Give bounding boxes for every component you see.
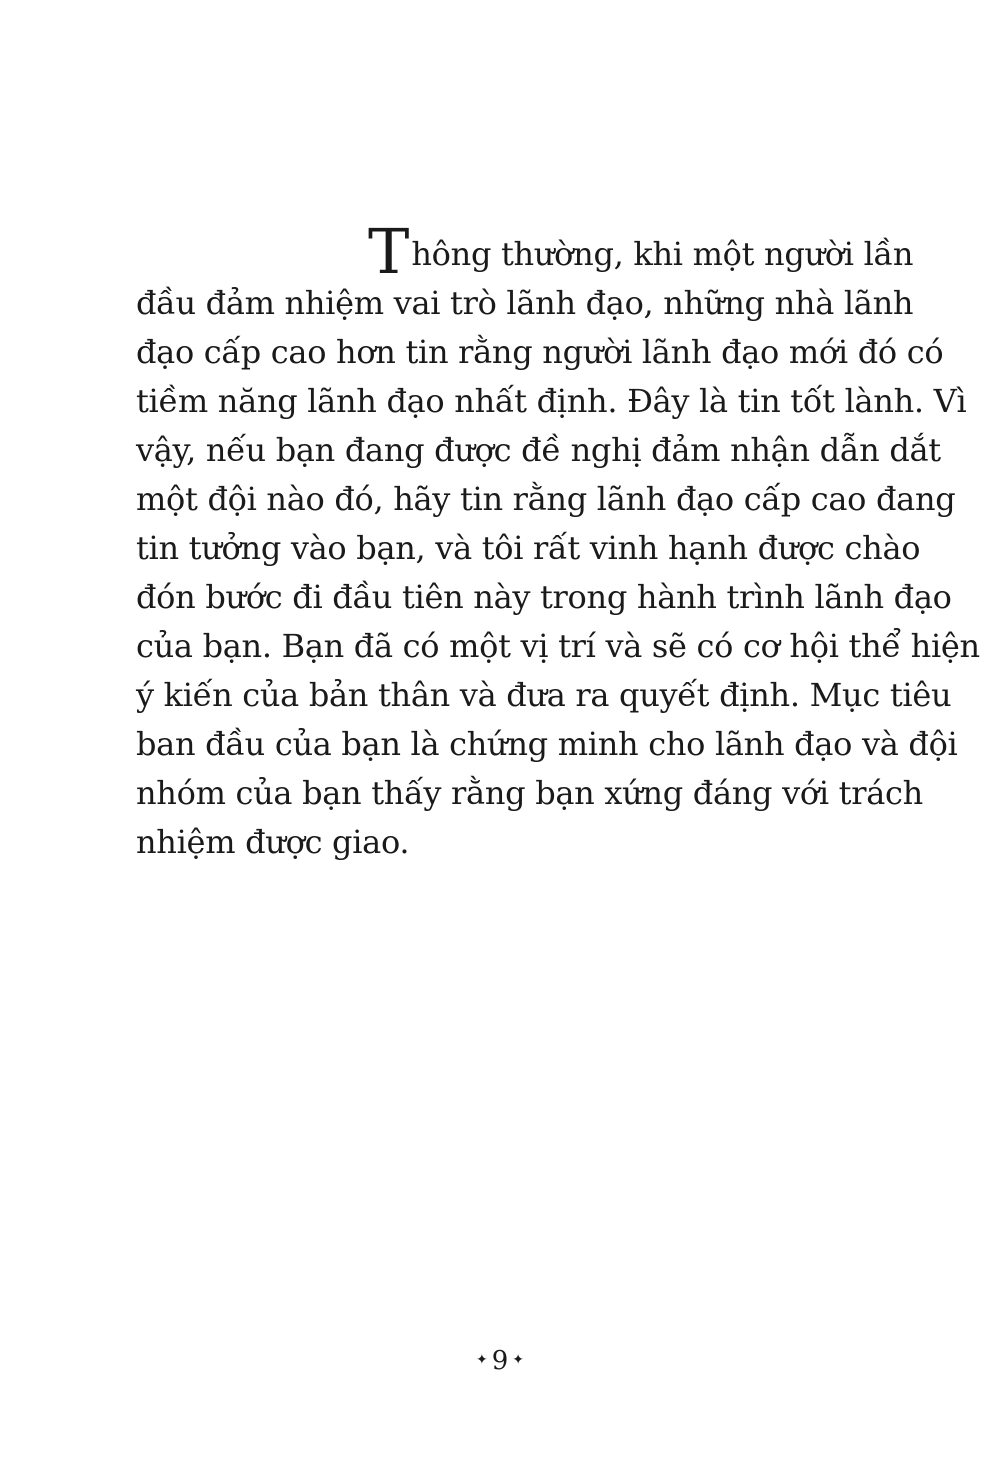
four-point-star-icon: ✦ (475, 1352, 488, 1368)
body-paragraph (136, 215, 980, 867)
text-line: đạo cấp cao hơn tin rằng người lãnh đạo mới đó có (136, 333, 944, 371)
text-line: ban đầu của bạn là chứng minh cho lãnh đạo và đội (136, 725, 958, 763)
text-line: tin tưởng vào bạn, và tôi rất vinh hạnh được chào (136, 529, 921, 567)
text-line: vậy, nếu bạn đang được đề nghị đảm nhận dẫn dắt (136, 431, 941, 469)
four-point-star-icon: ✦ (512, 1352, 524, 1368)
first-line-text: hông thường, khi một người lần (411, 235, 914, 273)
text-line: nhiệm được giao. (136, 823, 410, 861)
first-line (136, 215, 914, 288)
text-line: tiềm năng lãnh đạo nhất định. Đây là tin tốt lành. Vì (136, 382, 967, 420)
page-number-footer (0, 1346, 1000, 1377)
text-line: của bạn. Bạn đã có một vị trí và sẽ có cơ hội thể hiện (136, 627, 980, 665)
drop-cap: T (368, 215, 410, 288)
text-line: đầu đảm nhiệm vai trò lãnh đạo, những nhà lãnh (136, 284, 914, 322)
text-line: một đội nào đó, hãy tin rằng lãnh đạo cấp cao đang (136, 480, 956, 518)
text-line: đón bước đi đầu tiên này trong hành trình lãnh đạo (136, 578, 952, 616)
page-number: 9 (491, 1346, 509, 1376)
text-line: nhóm của bạn thấy rằng bạn xứng đáng với trách (136, 774, 923, 812)
text-line: ý kiến của bản thân và đưa ra quyết định. Mục tiêu (136, 676, 952, 714)
